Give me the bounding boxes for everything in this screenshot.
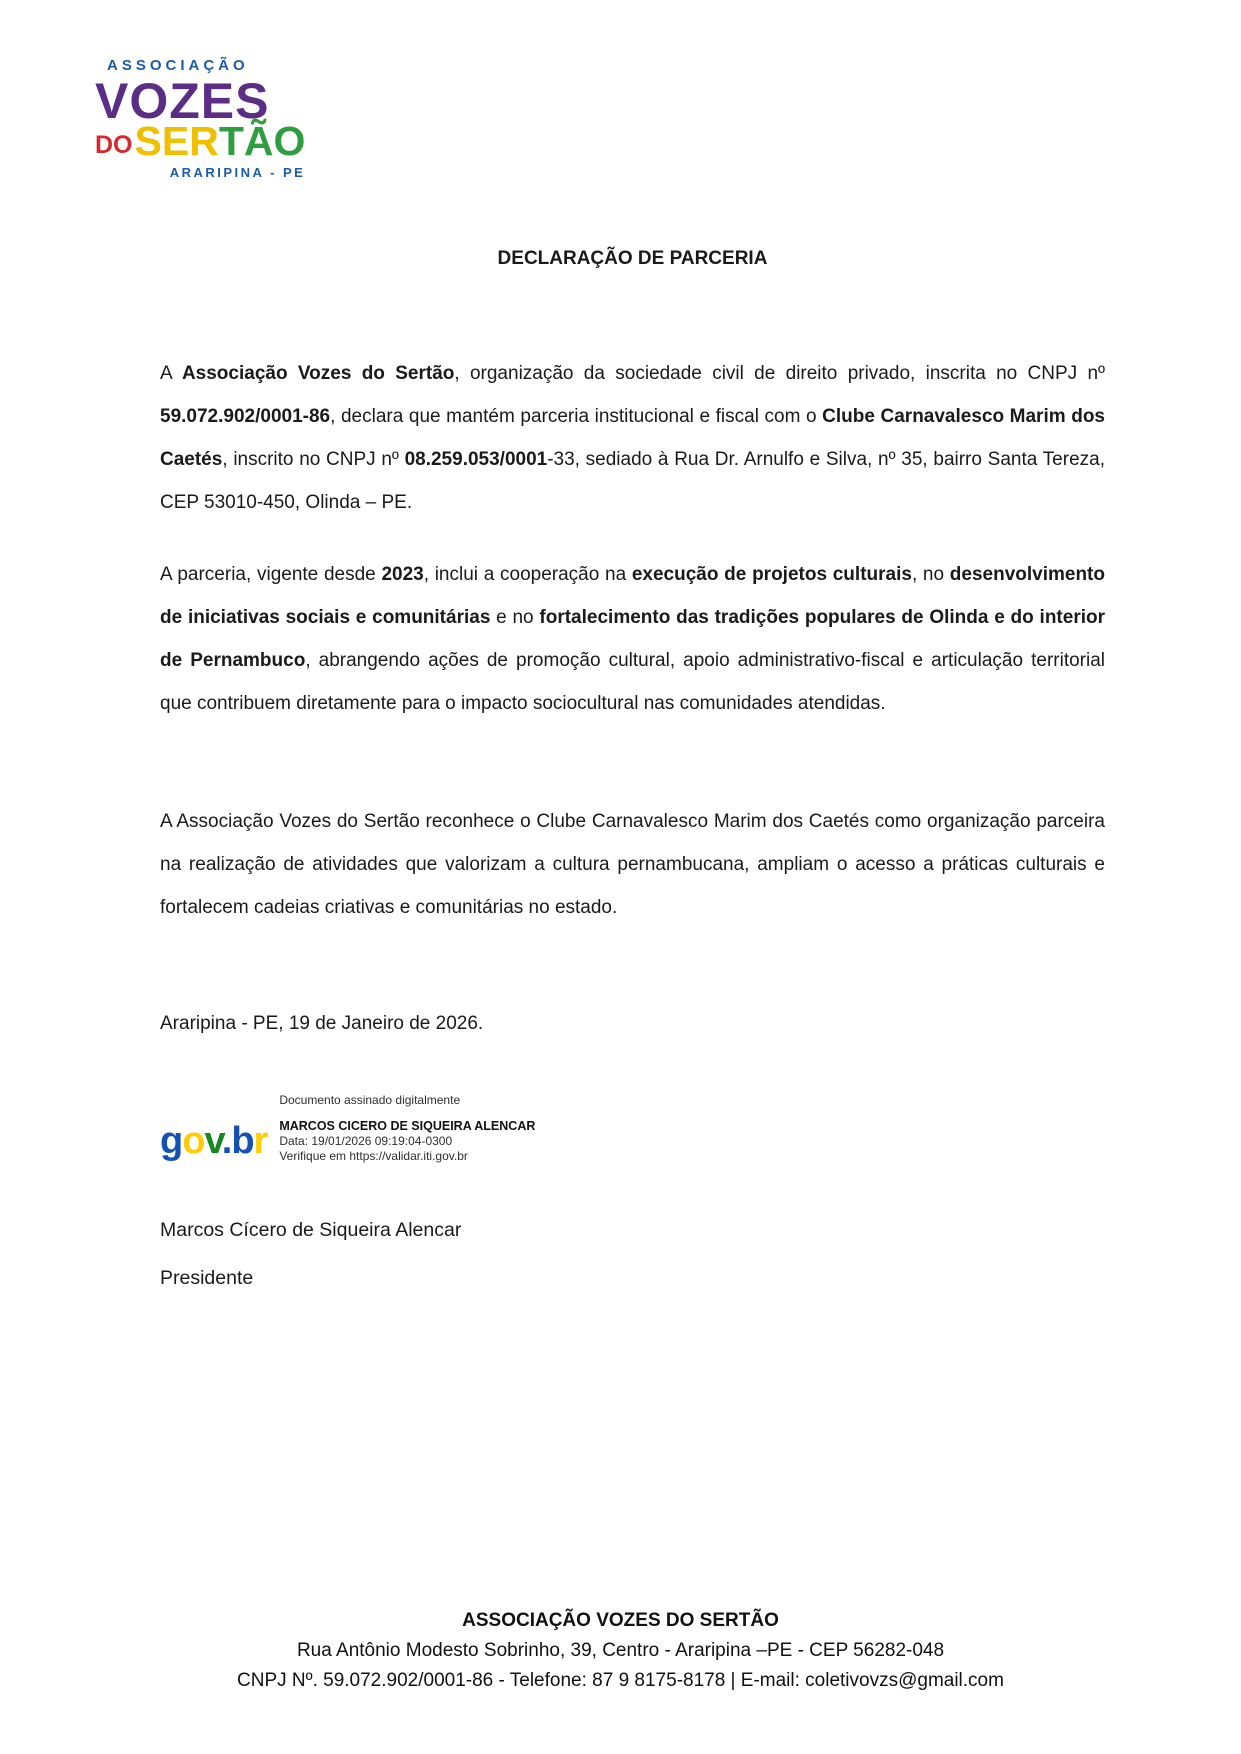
signer-name: Marcos Cícero de Siqueira Alencar: [160, 1219, 462, 1241]
signature-stamp-label: Documento assinado digitalmente: [279, 1093, 461, 1107]
paragraph-recognition: A Associação Vozes do Sertão reconhece o Clube Carnavalesco Marim dos Caetés como organização parceira na realização de atividades que valorizam a cultura pernambucana, ampliam o acesso a práticas culturais e fortalecem cadeias criativas e comunitárias no estado.: [160, 811, 1105, 918]
footer-address: Rua Antônio Modesto Sobrinho, 39, Centro - Araripina –PE - CEP 56282-048: [296, 1640, 945, 1661]
paragraph-partnership-scope: A parceria, vigente desde 2023, inclui a cooperação na execução de projetos culturais, no desenvolvimento de iniciativas sociais e comunitárias e no fortalecimento das tradições populares de Olinda e do interior de Pernambuco, abrangendo ações de promoção cultural, apoio administrativo-fiscal e articulação territorial que contribuem diretamente para o impacto sociocultural nas comunidades atendidas.: [160, 564, 1105, 714]
document-title: DECLARAÇÃO DE PARCERIA: [497, 248, 768, 269]
signature-verify-url: Verifique em https://validar.iti.gov.br: [279, 1149, 468, 1163]
logo-text-associacao: ASSOCIAÇÃO: [107, 57, 249, 74]
footer-org-name: ASSOCIAÇÃO VOZES DO SERTÃO: [462, 1610, 779, 1631]
org-logo: [95, 58, 305, 179]
document-footer: [0, 1606, 1241, 1696]
signature-details: [279, 1093, 535, 1164]
signer-role: Presidente: [160, 1267, 254, 1289]
date-line: Araripina - PE, 19 de Janeiro de 2026.: [160, 1013, 484, 1034]
logo-text-araripina-pe: ARARIPINA - PE: [169, 165, 306, 180]
paragraph-partnership-declaration: A Associação Vozes do Sertão, organização da sociedade civil de direito privado, inscrita no CNPJ nº 59.072.902/0001-86, declara que mantém parceria institucional e fiscal com o Clube Carnavalesco Marim dos Caetés, inscrito no CNPJ nº 08.259.053/0001-33, sediado à Rua Dr. Arnulfo e Silva, nº 35, bairro Santa Tereza, CEP 53010-450, Olinda – PE.: [160, 363, 1105, 513]
digital-signature-stamp: [160, 1093, 535, 1164]
logo-text-vozes: VOZES: [95, 73, 270, 129]
signature-date: Data: 19/01/2026 09:19:04-0300: [279, 1134, 453, 1148]
signer-block: [160, 1206, 461, 1302]
signature-signer-name: MARCOS CICERO DE SIQUEIRA ALENCAR: [279, 1119, 536, 1133]
footer-contact: CNPJ Nº. 59.072.902/0001-86 - Telefone: 87 9 8175-8178 | E-mail: coletivovzs@gmail.com: [237, 1670, 1004, 1691]
govbr-logo: gov.br: [160, 1120, 268, 1162]
logo-text-do-sertao: DO SER TÃO: [95, 118, 306, 164]
